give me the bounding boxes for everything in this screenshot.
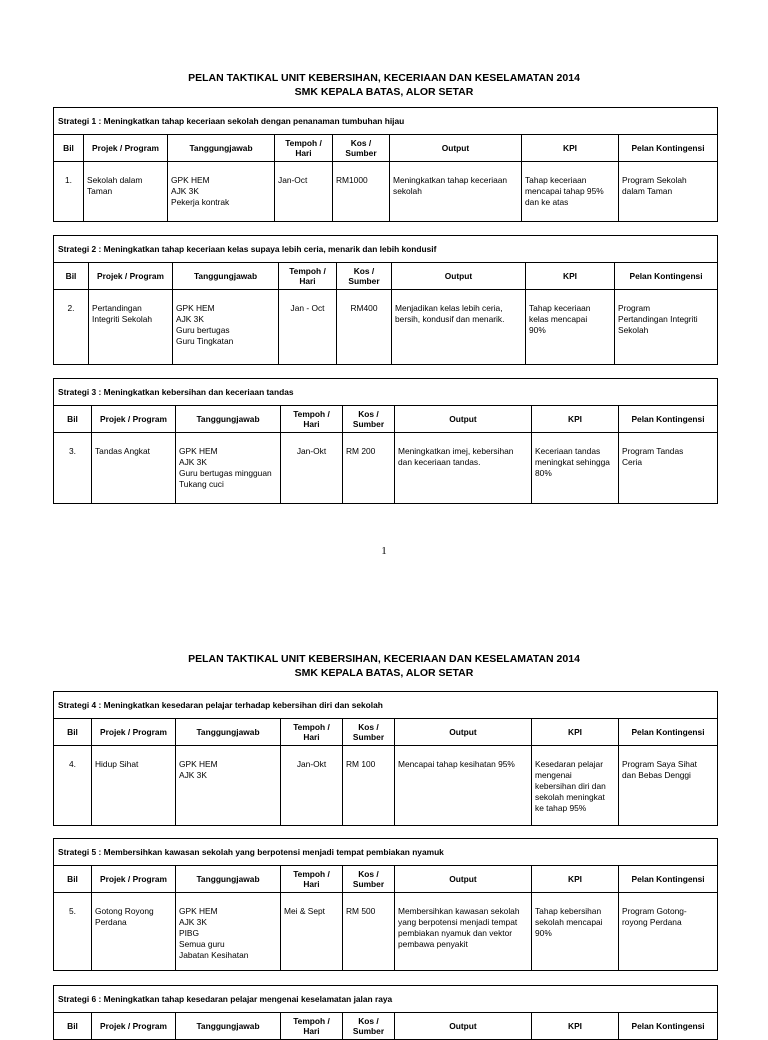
col-header-tempoh: Tempoh / Hari: [275, 135, 333, 162]
cell-projek: Hidup Sihat: [92, 746, 176, 826]
cell-kos: RM 500: [343, 893, 395, 971]
col-header-tanggungjawab: Tanggungjawab: [176, 866, 281, 893]
cell-projek: Tandas Angkat: [92, 433, 176, 504]
cell-kpi: Tahap keceriaan mencapai tahap 95% dan ke atas: [522, 162, 619, 222]
page-number: 1: [381, 545, 387, 557]
col-header-kontingensi: Pelan Kontingensi: [619, 406, 718, 433]
strategy-title: Strategi 2 : Meningkatkan tahap keceriaan kelas supaya lebih ceria, menarik dan lebih kondusif: [54, 236, 718, 263]
col-header-kpi: KPI: [532, 406, 619, 433]
col-header-bil: Bil: [54, 263, 89, 290]
table-header-row: [54, 406, 718, 433]
strategy-title: Strategi 5 : Membersihkan kawasan sekolah yang berpotensi menjadi tempat pembiakan nyamuk: [54, 839, 718, 866]
cell-projek: Pertandingan Integriti Sekolah: [89, 290, 173, 365]
col-header-kpi: KPI: [522, 135, 619, 162]
col-header-tempoh: Tempoh / Hari: [281, 719, 343, 746]
col-header-output: Output: [395, 406, 532, 433]
cell-tempoh: Jan-Okt: [281, 746, 343, 826]
col-header-bil: Bil: [54, 1013, 92, 1040]
col-header-kontingensi: Pelan Kontingensi: [619, 719, 718, 746]
strategy-table-2: [53, 235, 718, 365]
cell-output: Meningkatkan imej, kebersihan dan keceriaan tandas.: [395, 433, 532, 504]
table-header-row: [54, 1013, 718, 1040]
cell-tempoh: Jan - Oct: [279, 290, 337, 365]
cell-output: Mencapai tahap kesihatan 95%: [395, 746, 532, 826]
cell-output: Menjadikan kelas lebih ceria, bersih, kondusif dan menarik.: [392, 290, 526, 365]
table-header-row: [54, 135, 718, 162]
cell-kontingensi: Program Saya Sihat dan Bebas Denggi: [619, 746, 718, 826]
strategy-title: Strategi 1 : Meningkatkan tahap keceriaan sekolah dengan penanaman tumbuhan hijau: [54, 108, 718, 135]
cell-kontingensi: Program Gotong- royong Perdana: [619, 893, 718, 971]
strategy-table-5: [53, 838, 718, 971]
col-header-projek: Projek / Program: [89, 263, 173, 290]
col-header-kpi: KPI: [532, 719, 619, 746]
col-header-bil: Bil: [54, 135, 84, 162]
table-header-row: [54, 866, 718, 893]
col-header-kos: Kos / Sumber: [343, 719, 395, 746]
document-title: PELAN TAKTIKAL UNIT KEBERSIHAN, KECERIAAN DAN KESELAMATAN 2014: [188, 653, 580, 665]
cell-kpi: Tahap kebersihan sekolah mencapai 90%: [532, 893, 619, 971]
col-header-kos: Kos / Sumber: [337, 263, 392, 290]
table-row: [54, 893, 718, 971]
col-header-kpi: KPI: [532, 1013, 619, 1040]
cell-projek: Gotong Royong Perdana: [92, 893, 176, 971]
col-header-projek: Projek / Program: [92, 1013, 176, 1040]
cell-kontingensi: Program Sekolah dalam Taman: [619, 162, 718, 222]
cell-bil: 1.: [54, 162, 84, 222]
cell-kpi: Keceriaan tandas meningkat sehingga 80%: [532, 433, 619, 504]
col-header-tempoh: Tempoh / Hari: [279, 263, 337, 290]
cell-bil: 5.: [54, 893, 92, 971]
col-header-bil: Bil: [54, 406, 92, 433]
strategy-table-4: [53, 691, 718, 826]
document-title: PELAN TAKTIKAL UNIT KEBERSIHAN, KECERIAAN DAN KESELAMATAN 2014: [188, 72, 580, 84]
strategy-table-6: [53, 985, 718, 1040]
cell-bil: 4.: [54, 746, 92, 826]
col-header-bil: Bil: [54, 866, 92, 893]
table-header-row: [54, 719, 718, 746]
cell-kos: RM400: [337, 290, 392, 365]
cell-tanggungjawab: GPK HEM AJK 3K Pekerja kontrak: [168, 162, 275, 222]
table-row: [54, 746, 718, 826]
strategy-title: Strategi 6 : Meningkatkan tahap kesedaran pelajar mengenai keselamatan jalan raya: [54, 986, 718, 1013]
cell-tanggungjawab: GPK HEM AJK 3K: [176, 746, 281, 826]
col-header-tanggungjawab: Tanggungjawab: [168, 135, 275, 162]
table-row: [54, 290, 718, 365]
col-header-tanggungjawab: Tanggungjawab: [176, 1013, 281, 1040]
col-header-projek: Projek / Program: [92, 406, 176, 433]
cell-output: Meningkatkan tahap keceriaan sekolah: [390, 162, 522, 222]
cell-kos: RM 100: [343, 746, 395, 826]
cell-tanggungjawab: GPK HEM AJK 3K PIBG Semua guru Jabatan Kesihatan: [176, 893, 281, 971]
cell-kontingensi: Program Tandas Ceria: [619, 433, 718, 504]
col-header-kos: Kos / Sumber: [343, 1013, 395, 1040]
col-header-projek: Projek / Program: [92, 719, 176, 746]
cell-kpi: Kesedaran pelajar mengenai kebersihan diri dan sekolah meningkat ke tahap 95%: [532, 746, 619, 826]
col-header-tanggungjawab: Tanggungjawab: [173, 263, 279, 290]
strategy-title: Strategi 4 : Meningkatkan kesedaran pelajar terhadap kebersihan diri dan sekolah: [54, 692, 718, 719]
cell-kontingensi: Program Pertandingan Integriti Sekolah: [615, 290, 718, 365]
col-header-kpi: KPI: [532, 866, 619, 893]
col-header-tempoh: Tempoh / Hari: [281, 866, 343, 893]
col-header-kos: Kos / Sumber: [343, 406, 395, 433]
col-header-tanggungjawab: Tanggungjawab: [176, 406, 281, 433]
cell-projek: Sekolah dalam Taman: [84, 162, 168, 222]
col-header-output: Output: [392, 263, 526, 290]
col-header-bil: Bil: [54, 719, 92, 746]
col-header-output: Output: [395, 866, 532, 893]
strategy-table-1: [53, 107, 718, 222]
table-row: [54, 433, 718, 504]
strategy-title: Strategi 3 : Meningkatkan kebersihan dan keceriaan tandas: [54, 379, 718, 406]
col-header-output: Output: [395, 719, 532, 746]
col-header-kontingensi: Pelan Kontingensi: [619, 1013, 718, 1040]
col-header-kontingensi: Pelan Kontingensi: [619, 866, 718, 893]
col-header-tanggungjawab: Tanggungjawab: [176, 719, 281, 746]
col-header-kontingensi: Pelan Kontingensi: [615, 263, 718, 290]
page-title: [0, 652, 768, 680]
school-name: SMK KEPALA BATAS, ALOR SETAR: [294, 86, 474, 98]
cell-bil: 3.: [54, 433, 92, 504]
cell-output: Membersihkan kawasan sekolah yang berpotensi menjadi tempat pembiakan nyamuk dan vektor pembawa penyakit: [395, 893, 532, 971]
col-header-kos: Kos / Sumber: [333, 135, 390, 162]
col-header-output: Output: [395, 1013, 532, 1040]
cell-bil: 2.: [54, 290, 89, 365]
col-header-tempoh: Tempoh / Hari: [281, 1013, 343, 1040]
cell-kos: RM1000: [333, 162, 390, 222]
table-header-row: [54, 263, 718, 290]
col-header-projek: Projek / Program: [84, 135, 168, 162]
page-title: [0, 71, 768, 99]
cell-tanggungjawab: GPK HEM AJK 3K Guru bertugas mingguan Tukang cuci: [176, 433, 281, 504]
col-header-output: Output: [390, 135, 522, 162]
cell-kos: RM 200: [343, 433, 395, 504]
col-header-kpi: KPI: [526, 263, 615, 290]
cell-tanggungjawab: GPK HEM AJK 3K Guru bertugas Guru Tingkatan: [173, 290, 279, 365]
col-header-tempoh: Tempoh / Hari: [281, 406, 343, 433]
cell-tempoh: Jan-Okt: [281, 433, 343, 504]
col-header-kos: Kos / Sumber: [343, 866, 395, 893]
strategy-table-3: [53, 378, 718, 504]
cell-tempoh: Mei & Sept: [281, 893, 343, 971]
col-header-projek: Projek / Program: [92, 866, 176, 893]
table-row: [54, 162, 718, 222]
col-header-kontingensi: Pelan Kontingensi: [619, 135, 718, 162]
cell-kpi: Tahap keceriaan kelas mencapai 90%: [526, 290, 615, 365]
cell-tempoh: Jan-Oct: [275, 162, 333, 222]
school-name: SMK KEPALA BATAS, ALOR SETAR: [294, 667, 474, 679]
